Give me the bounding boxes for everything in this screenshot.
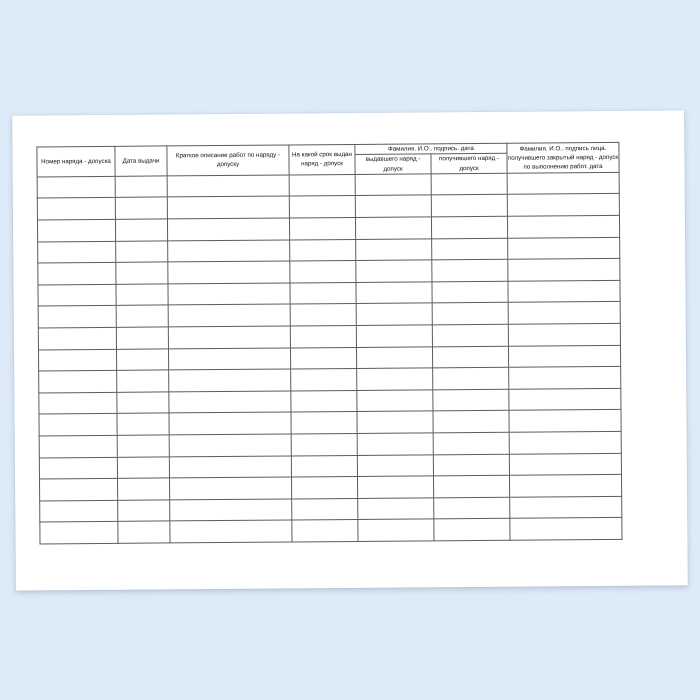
header-row-top xyxy=(37,142,619,157)
cell-closed-by xyxy=(510,475,622,497)
cell-work-description xyxy=(168,261,290,284)
cell-closed-by xyxy=(508,323,620,345)
cell-issued-by xyxy=(356,325,432,347)
cell-term xyxy=(291,455,357,477)
table-row xyxy=(40,518,622,544)
cell-closed-by xyxy=(507,194,619,216)
cell-closed-by xyxy=(508,345,620,367)
cell-term xyxy=(290,282,356,304)
cell-issue-date xyxy=(118,521,170,543)
cell-issue-date xyxy=(116,327,168,349)
cell-closed-by xyxy=(508,302,620,324)
cell-term xyxy=(291,433,357,455)
cell-issued-by xyxy=(355,195,431,217)
cell-term xyxy=(290,239,356,261)
cell-received-by xyxy=(432,324,508,346)
cell-received-by xyxy=(434,497,510,519)
cell-issued-by xyxy=(355,217,431,239)
cell-work-description xyxy=(168,304,290,327)
cell-work-description xyxy=(168,326,290,349)
cell-order-number xyxy=(40,522,118,544)
cell-issue-date xyxy=(117,435,169,457)
cell-term xyxy=(289,196,355,218)
cell-order-number xyxy=(38,284,116,306)
cell-term xyxy=(290,347,356,369)
cell-issue-date xyxy=(116,305,168,327)
cell-work-description xyxy=(168,240,290,263)
cell-closed-by xyxy=(509,431,621,453)
cell-work-description xyxy=(168,348,290,371)
cell-received-by xyxy=(431,216,507,238)
column-group-header-signature: Фамилия. И.О.. подпись. дата xyxy=(355,143,507,154)
cell-issued-by xyxy=(357,433,433,455)
cell-order-number xyxy=(40,500,118,522)
column-header-received-by: получившего наряд - допуск xyxy=(431,154,507,174)
cell-received-by xyxy=(433,475,509,497)
cell-closed-by xyxy=(510,496,622,518)
column-header-work-description: Краткое описание работ по наряду - допуску xyxy=(167,145,289,176)
cell-work-description xyxy=(169,391,291,414)
cell-issued-by xyxy=(357,368,433,390)
cell-order-number xyxy=(39,392,117,414)
cell-issued-by xyxy=(358,498,434,520)
table-body xyxy=(37,172,622,544)
cell-received-by xyxy=(433,367,509,389)
cell-received-by xyxy=(431,173,507,195)
cell-issue-date xyxy=(118,500,170,522)
cell-term xyxy=(289,218,355,240)
register-table xyxy=(36,142,622,545)
cell-closed-by xyxy=(507,172,619,194)
cell-closed-by xyxy=(508,237,620,259)
cell-term xyxy=(291,412,357,434)
cell-received-by xyxy=(431,195,507,217)
cell-issued-by xyxy=(356,282,432,304)
cell-closed-by xyxy=(509,388,621,410)
cell-closed-by xyxy=(507,215,619,237)
cell-closed-by xyxy=(508,259,620,281)
column-header-closed-by: Фамилия. И.О.. подпись лица. получившего закрытый наряд - допуск по выполнению работ. дата xyxy=(507,142,619,173)
cell-received-by xyxy=(432,303,508,325)
cell-issued-by xyxy=(357,411,433,433)
cell-received-by xyxy=(433,454,509,476)
cell-order-number xyxy=(38,327,116,349)
cell-term xyxy=(292,498,358,520)
cell-term xyxy=(290,261,356,283)
cell-term xyxy=(291,477,357,499)
cell-order-number xyxy=(39,457,117,479)
cell-order-number xyxy=(37,176,115,198)
cell-issued-by xyxy=(356,303,432,325)
cell-received-by xyxy=(432,346,508,368)
table-header xyxy=(37,142,619,176)
cell-received-by xyxy=(433,432,509,454)
cell-issued-by xyxy=(358,519,434,541)
cell-work-description xyxy=(169,434,291,457)
cell-term xyxy=(290,325,356,347)
cell-received-by xyxy=(432,238,508,260)
cell-order-number xyxy=(37,219,115,241)
cell-work-description xyxy=(167,218,289,241)
column-header-issue-date: Дата выдачи xyxy=(115,146,167,176)
cell-issue-date xyxy=(117,478,169,500)
cell-work-description xyxy=(170,520,292,543)
cell-order-number xyxy=(37,198,115,220)
cell-order-number xyxy=(39,414,117,436)
column-header-term: На какой срок выдан наряд - допуск xyxy=(289,144,355,174)
cell-received-by xyxy=(433,411,509,433)
cell-issued-by xyxy=(356,260,432,282)
cell-issue-date xyxy=(117,392,169,414)
cell-closed-by xyxy=(510,518,622,540)
cell-issue-date xyxy=(116,262,168,284)
cell-work-description xyxy=(167,196,289,219)
cell-work-description xyxy=(168,283,290,306)
cell-issued-by xyxy=(357,454,433,476)
cell-order-number xyxy=(38,306,116,328)
table-container xyxy=(36,142,619,544)
cell-issued-by xyxy=(357,390,433,412)
cell-work-description xyxy=(169,369,291,392)
cell-order-number xyxy=(38,241,116,263)
cell-received-by xyxy=(432,260,508,282)
cell-issue-date xyxy=(117,457,169,479)
cell-order-number xyxy=(38,263,116,285)
cell-order-number xyxy=(38,349,116,371)
cell-work-description xyxy=(167,175,289,198)
cell-issued-by xyxy=(356,346,432,368)
column-header-order-number: Номер наряда - допуска xyxy=(37,146,115,177)
cell-issue-date xyxy=(115,176,167,198)
cell-issue-date xyxy=(116,241,168,263)
cell-closed-by xyxy=(509,410,621,432)
cell-term xyxy=(289,174,355,196)
cell-work-description xyxy=(169,456,291,479)
cell-term xyxy=(292,520,358,542)
cell-work-description xyxy=(169,477,291,500)
cell-work-description xyxy=(170,499,292,522)
cell-order-number xyxy=(39,435,117,457)
cell-received-by xyxy=(433,389,509,411)
cell-received-by xyxy=(432,281,508,303)
cell-received-by xyxy=(434,519,510,541)
cell-order-number xyxy=(39,371,117,393)
cell-closed-by xyxy=(509,453,621,475)
cell-closed-by xyxy=(509,367,621,389)
cell-issued-by xyxy=(356,239,432,261)
cell-issue-date xyxy=(116,349,168,371)
paper-sheet xyxy=(12,110,688,590)
cell-term xyxy=(291,390,357,412)
cell-closed-by xyxy=(508,280,620,302)
cell-issued-by xyxy=(357,476,433,498)
cell-issue-date xyxy=(117,413,169,435)
cell-issue-date xyxy=(115,219,167,241)
cell-work-description xyxy=(169,412,291,435)
cell-order-number xyxy=(40,479,118,501)
column-header-issued-by: выдавшего наряд - допуск xyxy=(355,154,431,174)
cell-term xyxy=(291,369,357,391)
cell-issue-date xyxy=(117,370,169,392)
cell-term xyxy=(290,304,356,326)
cell-issue-date xyxy=(116,284,168,306)
cell-issue-date xyxy=(115,197,167,219)
cell-issued-by xyxy=(355,174,431,196)
